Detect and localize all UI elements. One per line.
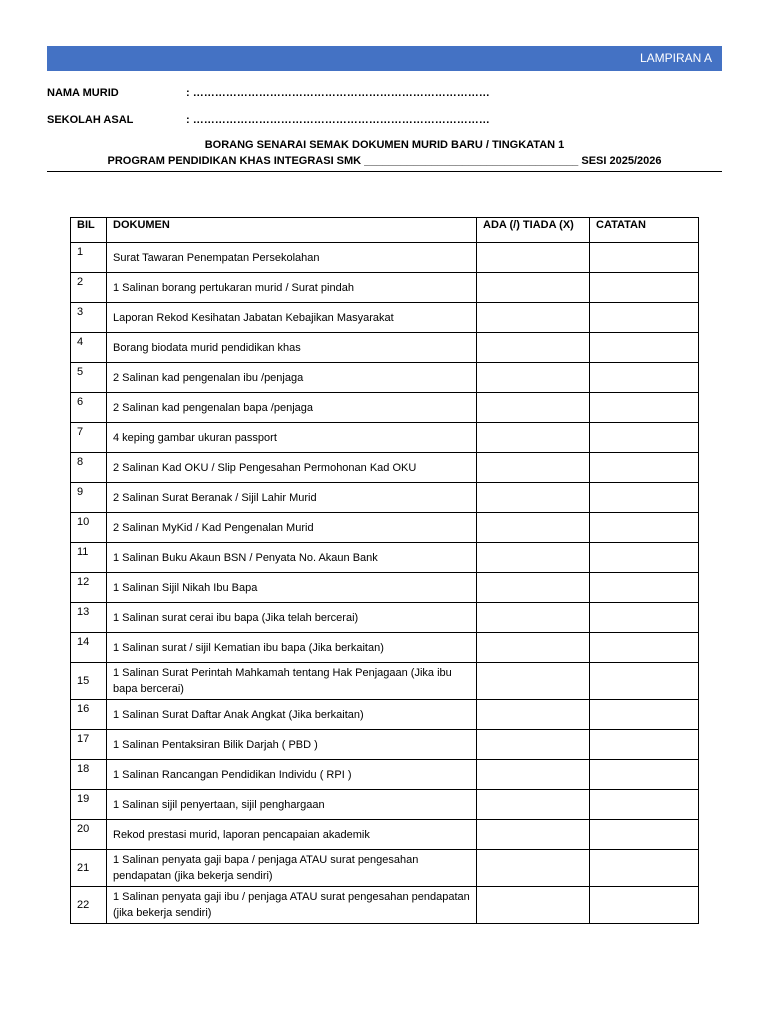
row-catatan-cell[interactable] xyxy=(590,850,699,887)
table-row xyxy=(71,393,699,423)
row-bil: 14 xyxy=(71,633,107,663)
nama-murid-field[interactable]: : ……………………………………………………………………… xyxy=(186,87,490,99)
table-row xyxy=(71,543,699,573)
row-bil: 1 xyxy=(71,243,107,273)
row-ada-tiada-cell[interactable] xyxy=(477,633,590,663)
row-dokumen: Rekod prestasi murid, laporan pencapaian akademik xyxy=(107,820,477,850)
table-row xyxy=(71,333,699,363)
row-dokumen: 1 Salinan surat / sijil Kematian ibu bapa (Jika berkaitan) xyxy=(107,633,477,663)
table-row xyxy=(71,790,699,820)
row-bil: 18 xyxy=(71,760,107,790)
row-catatan-cell[interactable] xyxy=(590,453,699,483)
sekolah-asal-field[interactable]: : ……………………………………………………………………… xyxy=(186,114,490,126)
row-bil: 2 xyxy=(71,273,107,303)
row-catatan-cell[interactable] xyxy=(590,303,699,333)
table-row xyxy=(71,820,699,850)
row-bil: 6 xyxy=(71,393,107,423)
row-dokumen: 2 Salinan MyKid / Kad Pengenalan Murid xyxy=(107,513,477,543)
row-catatan-cell[interactable] xyxy=(590,633,699,663)
row-dokumen: 2 Salinan Surat Beranak / Sijil Lahir Murid xyxy=(107,483,477,513)
row-ada-tiada-cell[interactable] xyxy=(477,273,590,303)
table-row xyxy=(71,273,699,303)
row-ada-tiada-cell[interactable] xyxy=(477,730,590,760)
row-catatan-cell[interactable] xyxy=(590,393,699,423)
row-catatan-cell[interactable] xyxy=(590,730,699,760)
document-checklist-table xyxy=(70,217,699,924)
row-bil: 19 xyxy=(71,790,107,820)
row-catatan-cell[interactable] xyxy=(590,573,699,603)
row-catatan-cell[interactable] xyxy=(590,663,699,700)
row-catatan-cell[interactable] xyxy=(590,790,699,820)
table-row xyxy=(71,730,699,760)
row-dokumen: 1 Salinan penyata gaji ibu / penjaga ATAU surat pengesahan pendapatan (jika bekerja sendiri) xyxy=(107,887,477,924)
row-ada-tiada-cell[interactable] xyxy=(477,760,590,790)
table-row xyxy=(71,363,699,393)
row-bil: 20 xyxy=(71,820,107,850)
row-dokumen: Laporan Rekod Kesihatan Jabatan Kebajikan Masyarakat xyxy=(107,303,477,333)
row-catatan-cell[interactable] xyxy=(590,363,699,393)
row-bil: 11 xyxy=(71,543,107,573)
row-bil: 17 xyxy=(71,730,107,760)
table-row xyxy=(71,850,699,887)
row-dokumen: 1 Salinan Buku Akaun BSN / Penyata No. Akaun Bank xyxy=(107,543,477,573)
row-dokumen: 1 Salinan Sijil Nikah Ibu Bapa xyxy=(107,573,477,603)
row-catatan-cell[interactable] xyxy=(590,333,699,363)
row-catatan-cell[interactable] xyxy=(590,483,699,513)
row-catatan-cell[interactable] xyxy=(590,423,699,453)
row-ada-tiada-cell[interactable] xyxy=(477,423,590,453)
row-ada-tiada-cell[interactable] xyxy=(477,887,590,924)
row-bil: 8 xyxy=(71,453,107,483)
row-catatan-cell[interactable] xyxy=(590,760,699,790)
row-ada-tiada-cell[interactable] xyxy=(477,453,590,483)
table-row xyxy=(71,453,699,483)
row-dokumen: 2 Salinan kad pengenalan ibu /penjaga xyxy=(107,363,477,393)
row-ada-tiada-cell[interactable] xyxy=(477,513,590,543)
form-title-line2: PROGRAM PENDIDIKAN KHAS INTEGRASI SMK ___________________________________ SESI 2025/2026 xyxy=(107,155,662,167)
row-bil: 13 xyxy=(71,603,107,633)
row-dokumen: 4 keping gambar ukuran passport xyxy=(107,423,477,453)
row-dokumen: 1 Salinan sijil penyertaan, sijil penghargaan xyxy=(107,790,477,820)
row-ada-tiada-cell[interactable] xyxy=(477,663,590,700)
row-ada-tiada-cell[interactable] xyxy=(477,243,590,273)
banner-label: LAMPIRAN A xyxy=(639,51,712,65)
form-title-line1: BORANG SENARAI SEMAK DOKUMEN MURID BARU / TINGKATAN 1 xyxy=(204,139,565,151)
row-catatan-cell[interactable] xyxy=(590,820,699,850)
row-dokumen: 1 Salinan penyata gaji bapa / penjaga ATAU surat pengesahan pendapatan (jika bekerja sendiri) xyxy=(107,850,477,887)
row-bil: 4 xyxy=(71,333,107,363)
row-bil: 12 xyxy=(71,573,107,603)
table-row xyxy=(71,700,699,730)
row-dokumen: Surat Tawaran Penempatan Persekolahan xyxy=(107,243,477,273)
header-ada-tiada: ADA (/) TIADA (X) xyxy=(477,218,590,243)
row-ada-tiada-cell[interactable] xyxy=(477,543,590,573)
row-ada-tiada-cell[interactable] xyxy=(477,573,590,603)
row-dokumen: 1 Salinan borang pertukaran murid / Surat pindah xyxy=(107,273,477,303)
row-ada-tiada-cell[interactable] xyxy=(477,820,590,850)
row-ada-tiada-cell[interactable] xyxy=(477,393,590,423)
header-catatan: CATATAN xyxy=(590,218,699,243)
table-row xyxy=(71,887,699,924)
row-catatan-cell[interactable] xyxy=(590,887,699,924)
row-ada-tiada-cell[interactable] xyxy=(477,850,590,887)
row-bil: 9 xyxy=(71,483,107,513)
row-ada-tiada-cell[interactable] xyxy=(477,303,590,333)
table-row xyxy=(71,603,699,633)
table-row xyxy=(71,760,699,790)
row-dokumen: 1 Salinan Surat Perintah Mahkamah tentang Hak Penjagaan (Jika ibu bapa bercerai) xyxy=(107,663,477,700)
table-row xyxy=(71,303,699,333)
row-ada-tiada-cell[interactable] xyxy=(477,790,590,820)
row-ada-tiada-cell[interactable] xyxy=(477,363,590,393)
row-dokumen: 1 Salinan Rancangan Pendidikan Individu ( RPI ) xyxy=(107,760,477,790)
table-row xyxy=(71,573,699,603)
row-bil: 5 xyxy=(71,363,107,393)
row-ada-tiada-cell[interactable] xyxy=(477,603,590,633)
row-dokumen: Borang biodata murid pendidikan khas xyxy=(107,333,477,363)
row-catatan-cell[interactable] xyxy=(590,243,699,273)
row-catatan-cell[interactable] xyxy=(590,700,699,730)
row-bil: 22 xyxy=(71,887,107,924)
row-catatan-cell[interactable] xyxy=(590,603,699,633)
table-row xyxy=(71,513,699,543)
row-bil: 3 xyxy=(71,303,107,333)
row-dokumen: 1 Salinan Pentaksiran Bilik Darjah ( PBD ) xyxy=(107,730,477,760)
row-dokumen: 2 Salinan Kad OKU / Slip Pengesahan Permohonan Kad OKU xyxy=(107,453,477,483)
lampiran-banner xyxy=(47,46,722,71)
row-catatan-cell[interactable] xyxy=(590,513,699,543)
row-bil: 7 xyxy=(71,423,107,453)
row-catatan-cell[interactable] xyxy=(590,543,699,573)
row-bil: 10 xyxy=(71,513,107,543)
row-bil: 21 xyxy=(71,850,107,887)
sekolah-asal-label: SEKOLAH ASAL xyxy=(47,114,134,126)
row-dokumen: 1 Salinan surat cerai ibu bapa (Jika telah bercerai) xyxy=(107,603,477,633)
row-ada-tiada-cell[interactable] xyxy=(477,333,590,363)
title-divider xyxy=(47,171,722,172)
row-dokumen: 1 Salinan Surat Daftar Anak Angkat (Jika berkaitan) xyxy=(107,700,477,730)
table-row xyxy=(71,483,699,513)
table-row xyxy=(71,243,699,273)
header-dokumen: DOKUMEN xyxy=(107,218,477,243)
table-row xyxy=(71,663,699,700)
row-ada-tiada-cell[interactable] xyxy=(477,700,590,730)
row-bil: 16 xyxy=(71,700,107,730)
row-ada-tiada-cell[interactable] xyxy=(477,483,590,513)
table-row xyxy=(71,633,699,663)
table-header-row xyxy=(71,218,699,243)
row-catatan-cell[interactable] xyxy=(590,273,699,303)
header-bil: BIL xyxy=(71,218,107,243)
nama-murid-label: NAMA MURID xyxy=(47,87,119,99)
table-row xyxy=(71,423,699,453)
row-bil: 15 xyxy=(71,663,107,700)
row-dokumen: 2 Salinan kad pengenalan bapa /penjaga xyxy=(107,393,477,423)
